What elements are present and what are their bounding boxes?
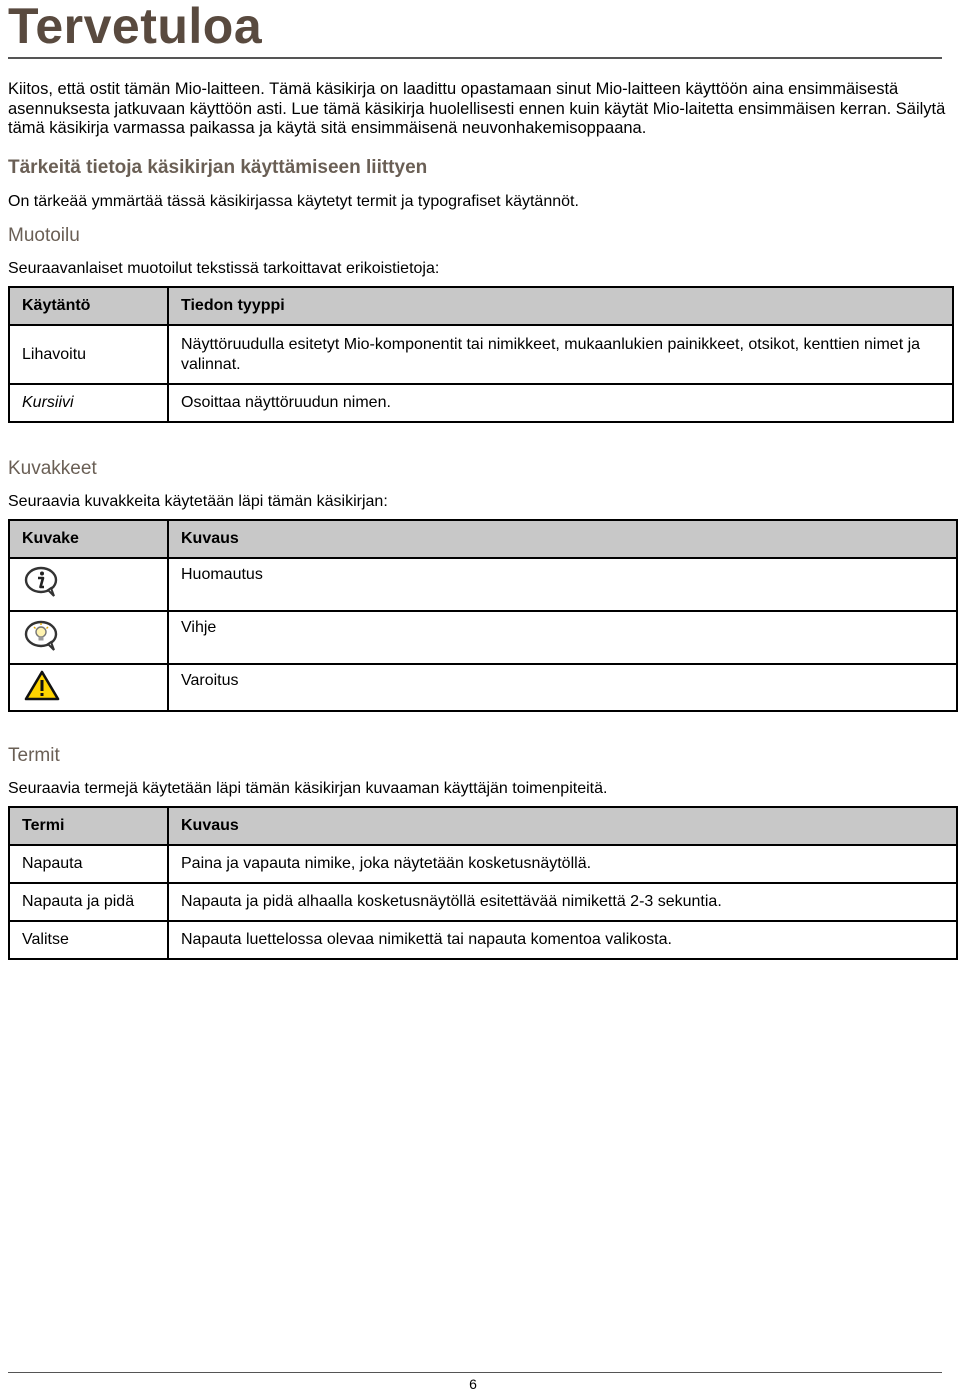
convention-bold: Lihavoitu (9, 325, 168, 384)
column-header: Käytäntö (9, 287, 168, 325)
formatting-heading: Muotoilu (8, 225, 80, 246)
icons-heading: Kuvakkeet (8, 458, 97, 479)
icon-cell (9, 611, 168, 664)
convention-description: Näyttöruudulla esitetyt Mio-komponentit tai nimikkeet, mukaanlukien painikkeet, otsikot, kenttien nimet ja valinnat. (168, 325, 953, 384)
term: Valitse (9, 921, 168, 959)
title-divider (8, 57, 942, 59)
terms-heading: Termit (8, 745, 60, 766)
page-title: Tervetuloa (8, 0, 263, 54)
column-header: Tiedon tyyppi (168, 287, 953, 325)
convention-italic: Kursiivi (9, 384, 168, 422)
column-header: Kuvaus (168, 520, 957, 558)
table-row (9, 611, 957, 664)
table-row (9, 921, 957, 959)
icon-description: Varoitus (168, 664, 957, 711)
table-header-row (9, 287, 953, 325)
formatting-text: Seuraavanlaiset muotoilut tekstissä tarkoittavat erikoistietoja: (8, 260, 440, 277)
icon-description: Vihje (168, 611, 957, 664)
table-header-row (9, 520, 957, 558)
page-number: 6 (469, 1376, 477, 1392)
terms-text: Seuraavia termejä käytetään läpi tämän käsikirjan kuvaaman käyttäjän toimenpiteitä. (8, 780, 608, 797)
icon-description: Huomautus (168, 558, 957, 611)
column-header: Kuvake (9, 520, 168, 558)
info-note-icon (24, 566, 60, 598)
table-row (9, 558, 957, 611)
section-text: On tärkeää ymmärtää tässä käsikirjassa käytetyt termit ja typografiset käytännöt. (8, 193, 579, 210)
term-description: Paina ja vapauta nimike, joka näytetään kosketusnäytöllä. (168, 845, 957, 883)
table-row (9, 664, 957, 711)
icon-cell (9, 664, 168, 711)
icons-text: Seuraavia kuvakkeita käytetään läpi tämän käsikirjan: (8, 493, 388, 510)
column-header: Kuvaus (168, 807, 957, 845)
intro-paragraph: Kiitos, että ostit tämän Mio-laitteen. Tämä käsikirja on laadittu opastamaan sinut Mio-laitteen käyttöön aina ensimmäisestä asennuksesta jatkuvaan käyttöön asti. Lue tämä käsikirja huolellisesti ennen kuin käytät Mio-laitetta ensimmäisen kerran. Säilytä tämä käsikirja varmassa paikassa ja käytä sitä ensimmäisenä neuvonhakemisoppaana. (8, 80, 946, 137)
term: Napauta (9, 845, 168, 883)
convention-description: Osoittaa näyttöruudun nimen. (168, 384, 953, 422)
table-row (9, 883, 957, 921)
warning-triangle-icon (24, 669, 60, 701)
column-header: Termi (9, 807, 168, 845)
formatting-table (8, 286, 954, 423)
table-row (9, 325, 953, 384)
term: Napauta ja pidä (9, 883, 168, 921)
table-row (9, 384, 953, 422)
term-description: Napauta luettelossa olevaa nimikettä tai napauta komentoa valikosta. (168, 921, 957, 959)
icon-cell (9, 558, 168, 611)
lightbulb-tip-icon (24, 619, 60, 651)
icons-table (8, 519, 958, 712)
table-row (9, 845, 957, 883)
section-heading: Tärkeitä tietoja käsikirjan käyttämiseen liittyen (8, 157, 428, 178)
table-header-row (9, 807, 957, 845)
footer-divider (8, 1372, 942, 1373)
term-description: Napauta ja pidä alhaalla kosketusnäytöllä esitettävää nimikettä 2-3 sekuntia. (168, 883, 957, 921)
terms-table (8, 806, 958, 960)
